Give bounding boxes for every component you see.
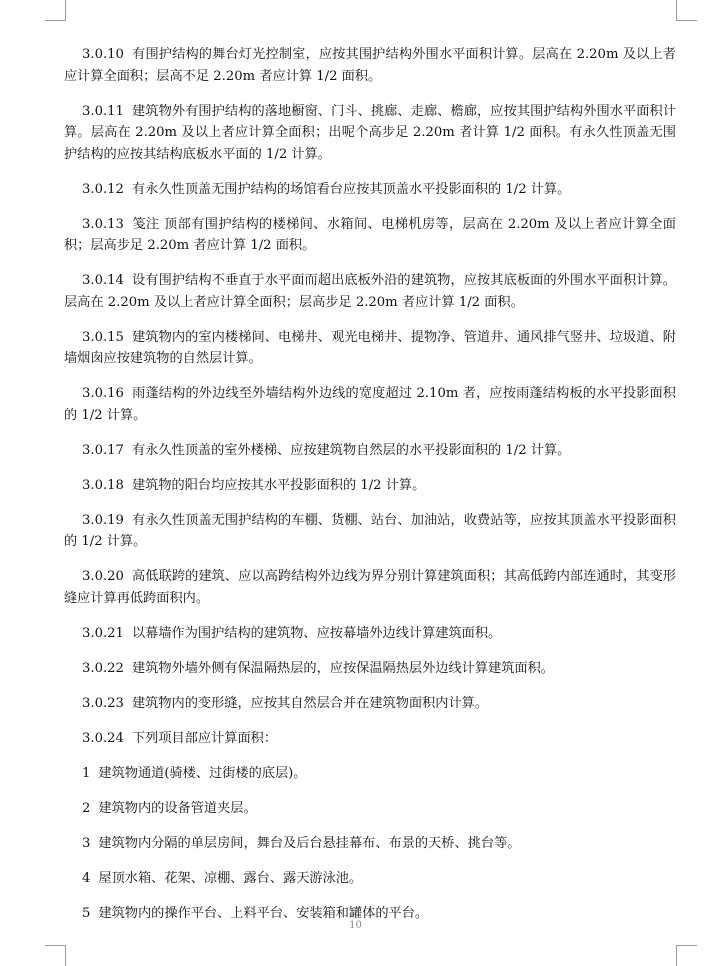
clause-paragraph	[64, 270, 676, 313]
clause-text: 建筑物内的室内楼梯间、电梯井、观光电梯井、提物净、管道井、通风排气竖井、垃圾道、附墙烟囱应按建筑物的自然层计算。	[64, 329, 676, 366]
list-item-text: 建筑物内的设备管道夹层。	[98, 800, 257, 816]
clause-number: 3.0.12	[82, 181, 124, 197]
list-item-number: 3	[82, 835, 91, 851]
list-item-number: 2	[82, 800, 91, 816]
list-item	[64, 833, 676, 855]
clause-text: 有永久性顶盖无围护结构的场馆看台应按其顶盖水平投影面积的 1/2 计算。	[131, 181, 571, 197]
list-item-number: 4	[82, 870, 91, 886]
crop-mark-top-right	[676, 0, 697, 21]
clause-number: 3.0.10	[82, 47, 124, 62]
clause-paragraph	[64, 179, 676, 201]
document-body	[64, 44, 676, 938]
clause-paragraph	[64, 623, 676, 645]
clause-paragraph	[64, 101, 676, 166]
clause-paragraph	[64, 327, 676, 370]
clause-text: 设有围护结构不垂直于水平面而超出底板外沿的建筑物，应按其底板面的外围水平面积计算。层高在 2.20m 及以上者应计算全面积；层高步足 2.20m 者应计算 1/2 面积。	[64, 273, 676, 310]
clause-text: 建筑物内的变形缝，应按其自然层合并在建筑物面积内计算。	[131, 695, 489, 711]
list-item	[64, 763, 676, 785]
clause-number: 3.0.20	[82, 569, 124, 584]
clause-paragraph	[64, 383, 676, 426]
list-item-text: 屋顶水箱、花架、凉棚、露台、露天游泳池。	[98, 870, 363, 886]
list-item-text: 建筑物通道(骑楼、过街楼的底层)。	[98, 765, 307, 781]
clause-text: 有永久性顶盖的室外楼梯、应按建筑物自然层的水平投影面积的 1/2 计算。	[131, 442, 571, 458]
clause-text: 笺注 顶部有围护结构的楼梯间、水箱间、电梯机房等，层高在 2.20m 及以上者应计算全面积；层高步足 2.20m 者应计算 1/2 面积。	[64, 216, 676, 253]
list-item-text: 建筑物内分隔的单层房间，舞台及后台悬挂幕布、布景的天桥、挑台等。	[98, 835, 521, 851]
clause-number: 3.0.19	[82, 512, 124, 528]
clause-paragraph	[64, 658, 676, 680]
clause-number: 3.0.22	[82, 660, 124, 676]
clause-paragraph	[64, 566, 676, 609]
clause-number: 3.0.24	[82, 730, 124, 746]
clause-paragraph	[64, 728, 676, 750]
list-item-number: 1	[82, 765, 91, 781]
clause-number: 3.0.21	[82, 625, 124, 641]
list-item	[64, 868, 676, 890]
clause-paragraph	[64, 44, 676, 87]
clause-paragraph	[64, 510, 676, 553]
clause-number: 3.0.16	[82, 386, 124, 401]
clause-text: 雨蓬结构的外边线至外墙结构外边线的宽度超过 2.10m 者，应按雨蓬结构板的水平投影面积的 1/2 计算。	[64, 386, 676, 423]
list-item-text: 建筑物内的操作平台、上料平台、安装箱和罐体的平台。	[98, 905, 429, 921]
clause-number: 3.0.17	[82, 442, 124, 458]
clause-text: 有永久性顶盖无围护结构的车棚、货棚、站台、加油站，收费站等，应按其顶盖水平投影面积的 1/2 计算。	[64, 512, 676, 549]
clause-text: 建筑物的阳台均应按其水平投影面积的 1/2 计算。	[131, 477, 426, 493]
clause-number: 3.0.15	[82, 329, 124, 345]
clause-number: 3.0.13	[82, 216, 124, 232]
clause-paragraph	[64, 214, 676, 257]
clause-text: 建筑物外墙外侧有保温隔热层的，应按保温隔热层外边线计算建筑面积。	[131, 660, 554, 676]
crop-mark-bottom-left	[45, 945, 66, 966]
clause-text: 高低联跨的建筑、应以高跨结构外边线为界分别计算建筑面积；其高低跨内部连通时，其变形缝应计算再低跨面积内。	[64, 569, 676, 606]
list-item	[64, 798, 676, 820]
crop-mark-bottom-right	[676, 945, 697, 966]
list-item-number: 5	[82, 905, 91, 921]
clause-paragraph	[64, 440, 676, 462]
clause-paragraph	[64, 475, 676, 497]
clause-number: 3.0.11	[82, 103, 124, 119]
clause-text: 有围护结构的舞台灯光控制室，应按其围护结构外围水平面积计算。层高在 2.20m 及以上者应计算全面积；层高不足 2.20m 者应计算 1/2 面积。	[64, 47, 676, 84]
clause-paragraph	[64, 693, 676, 715]
clause-text: 以幕墙作为围护结构的建筑物、应按幕墙外边线计算建筑面积。	[131, 625, 502, 641]
clause-text: 下列项目部应计算面积：	[131, 730, 278, 746]
clause-number: 3.0.23	[82, 695, 124, 711]
crop-mark-top-left	[45, 0, 66, 21]
clause-number: 3.0.14	[82, 273, 124, 288]
clause-text: 建筑物外有围护结构的落地橱窗、门斗、挑廊、走廊、檐廊，应按其围护结构外围水平面积计算。层高在 2.20m 及以上者应计算全面积；出呢个高步足 2.20m 者计算 1/2 面积。有永久性顶盖无围护结构的应按其结构底板水平面的 1/2 计算。	[64, 103, 676, 162]
page-number: 10	[349, 920, 362, 931]
clause-number: 3.0.18	[82, 477, 124, 493]
